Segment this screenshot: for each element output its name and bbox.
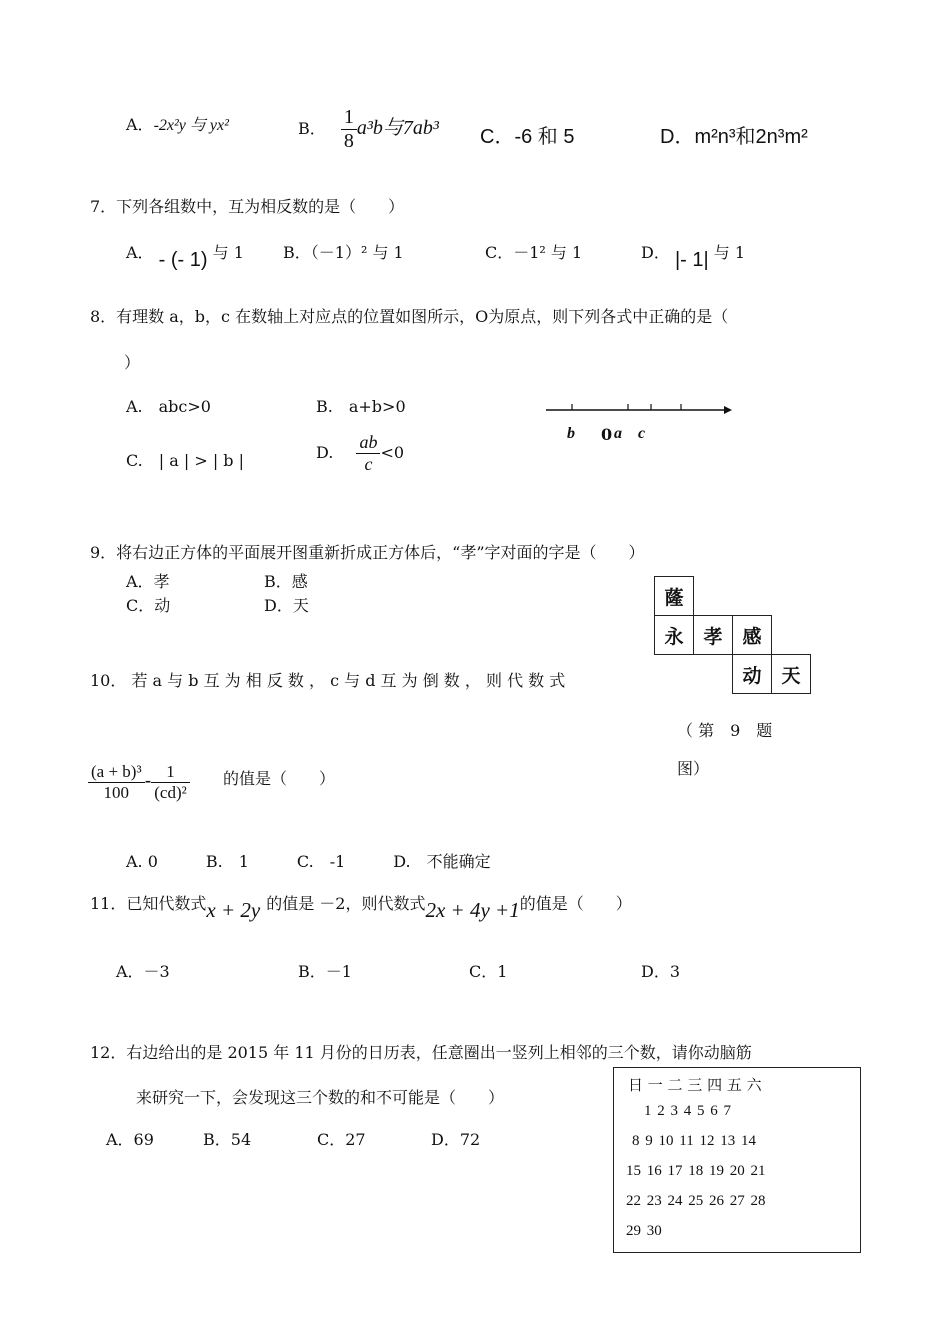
q12-option-c: C．27 <box>317 1130 366 1149</box>
q10-tail: 的值是（ ） <box>223 769 336 788</box>
q8-option-c: C. | a | > | b | <box>126 451 245 470</box>
q10-f1-num: (a + b)³ <box>88 762 145 783</box>
q12-option-d: D．72 <box>431 1130 481 1149</box>
q12-option-b: B．54 <box>203 1130 252 1149</box>
q10-expression <box>88 762 190 803</box>
q6-option-d: D．m²n³和2n³m² <box>660 126 808 148</box>
calendar-week-5: 29 30 <box>626 1223 662 1239</box>
q8-d-tail: <0 <box>380 443 405 462</box>
q12-stem-2: 来研究一下，会发现这三个数的和不可能是（ ） <box>136 1088 505 1107</box>
q9-option-d: D．天 <box>264 596 309 615</box>
calendar-box <box>613 1067 861 1253</box>
cube-cell-dong: 动 <box>732 654 772 694</box>
q10-minus: - <box>144 770 152 792</box>
axis-label-c: c <box>638 425 646 442</box>
q7-a-tail: 与 1 <box>212 243 244 262</box>
q7-option-b: B．（－1）² 与 1 <box>283 243 404 262</box>
q7-stem: 7．下列各组数中，互为相反数的是（ ） <box>90 197 405 216</box>
q11-expr1: x + 2y <box>206 898 261 922</box>
q11-option-a: A．－3 <box>116 962 170 981</box>
calendar-week-1: 1 2 3 4 5 6 7 <box>644 1103 731 1119</box>
q11-post: 的值是（ ） <box>519 894 632 913</box>
q8-d-label: D. <box>316 443 334 462</box>
q9-option-a: A．孝 <box>126 572 170 591</box>
q7-d-expr: |- 1| <box>674 249 709 271</box>
q11-option-d: D．3 <box>641 962 681 981</box>
q12-stem: 12．右边给出的是 2015 年 11 月份的日历表，任意圈出一竖列上相邻的三个数，请你动脑筋 <box>90 1043 752 1062</box>
calendar-week-2: 8 9 10 11 12 13 14 <box>632 1133 756 1149</box>
q12-option-a: A．69 <box>106 1130 154 1149</box>
q8-option-a: A. abc>0 <box>126 397 211 416</box>
q8-stem-end: ） <box>124 353 141 372</box>
q8-stem: 8．有理数 a，b，c 在数轴上对应点的位置如图所示，O为原点，则下列各式中正确的是（ <box>90 307 729 326</box>
q6-a-text: -2x²y 与 yx² <box>153 117 229 134</box>
q11-expr2: 2x + 4y +1 <box>425 898 520 922</box>
q9-option-b: B．感 <box>264 572 308 591</box>
q7-d-label: D． <box>641 243 670 262</box>
q10-f1-den: 100 <box>103 783 130 802</box>
q10-stem: 10． 若 a 与 b 互 为 相 反 数 ， c 与 d 互 为 倒 数 ， 则 代 数 式 <box>90 671 566 690</box>
q10-f2-den: (cd)² <box>154 783 187 802</box>
axis-label-0: 0 <box>601 425 613 444</box>
q11-stem <box>90 890 632 922</box>
q8-d-num: ab <box>356 432 380 454</box>
q7-d-tail: 与 1 <box>713 243 746 262</box>
q10-options: A. 0 B. 1 C. -1 D. 不能确定 <box>126 852 491 871</box>
q6-a-label: A． <box>126 115 154 134</box>
q7-a-expr: - (- 1) <box>158 249 208 271</box>
q8-option-d <box>316 432 404 475</box>
calendar-week-4: 22 23 24 25 26 27 28 <box>626 1193 766 1209</box>
cube-cell-tian: 天 <box>771 654 811 694</box>
q7-option-c: C．－1² 与 1 <box>485 243 583 262</box>
q11-pre: 11．已知代数式 <box>90 894 207 913</box>
q11-option-b: B．－1 <box>298 962 352 981</box>
q11-option-c: C．1 <box>469 962 508 981</box>
calendar-header: 日 一 二 三 四 五 六 <box>628 1076 762 1094</box>
q8-option-b: B. a+b>0 <box>316 397 406 416</box>
q7-option-a <box>126 240 244 271</box>
calendar-week-3: 15 16 17 18 19 20 21 <box>626 1163 766 1179</box>
q9-stem: 9．将右边正方体的平面展开图重新折成正方体后，“孝”字对面的字是（ ） <box>90 543 645 562</box>
q6-b-num: 1 <box>341 106 357 130</box>
cube-cell-gan: 感 <box>732 615 772 655</box>
q6-option-a <box>126 112 229 135</box>
q6-b-fraction <box>341 106 357 153</box>
q7-a-label: A． <box>126 243 154 262</box>
q10-fraction-1 <box>88 762 145 803</box>
q9-figure-caption-1: （ 第 9 题 <box>677 721 773 740</box>
q9-figure-caption-2: 图） <box>677 759 710 778</box>
q10-fraction-2 <box>151 762 189 803</box>
q6-option-c: C．-6 和 5 <box>480 126 575 148</box>
q6-b-den: 8 <box>343 130 354 152</box>
cube-cell-yong: 永 <box>654 615 694 655</box>
cube-cell-xiao: 孝 <box>693 615 733 655</box>
q11-mid: 的值是 －2，则代数式 <box>266 894 426 913</box>
q8-d-fraction <box>356 432 380 475</box>
q9-option-c: C．动 <box>126 596 171 615</box>
q6-b-rest: a³b与7ab³ <box>356 117 439 139</box>
q7-option-d <box>641 240 746 271</box>
q6-option-b <box>298 106 439 153</box>
cube-cell-top: 蕯 <box>654 576 694 616</box>
q10-f2-num: 1 <box>151 762 189 783</box>
q6-b-label: B． <box>298 119 326 138</box>
axis-label-b: b <box>567 425 575 442</box>
q8-d-den: c <box>364 454 373 474</box>
axis-label-a: a <box>614 425 622 442</box>
